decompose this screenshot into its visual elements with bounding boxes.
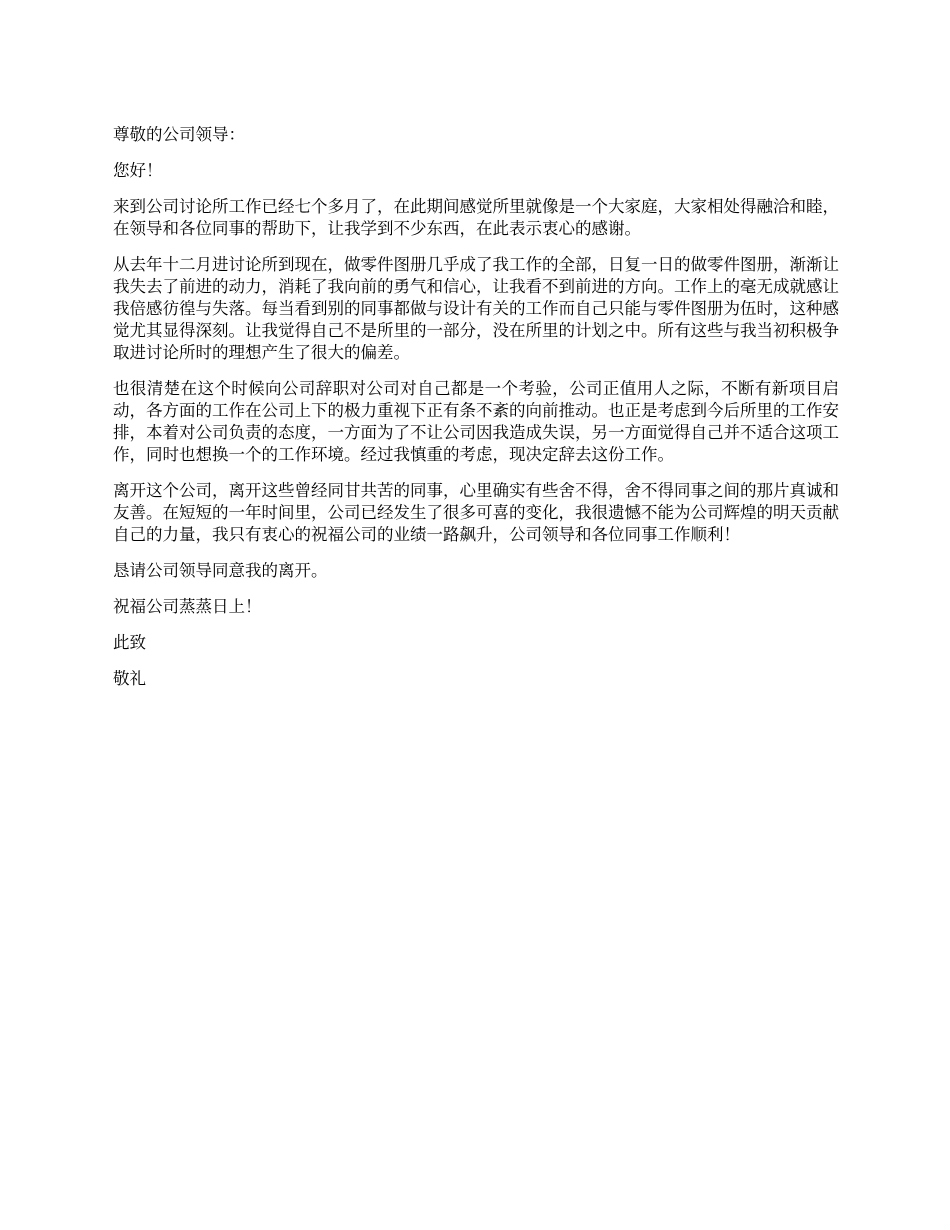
- greeting: 您好！: [113, 161, 163, 180]
- blessing-line: 祝福公司蒸蒸日上！: [113, 597, 262, 616]
- paragraph-farewell: 离开这个公司，离开这些曾经同甘共苦的同事，心里确实有些舍不得，舍不得同事之间的那片真诚和友善。在短短的一年时间里，公司已经发生了很多可喜的变化，我很遗憾不能为公司辉煌的明天贡献自己的力量，我只有衷心的祝福公司的业绩一路飙升，公司领导和各位同事工作顺利！: [113, 481, 839, 544]
- paragraph-decision: 也很清楚在这个时候向公司辞职对公司对自己都是一个考验，公司正值用人之际，不断有新项目启动，各方面的工作在公司上下的极力重视下正有条不紊的向前推动。也正是考虑到今后所里的工作安排，本着对公司负责的态度，一方面为了不让公司因我造成失误，另一方面觉得自己并不适合这项工作，同时也想换一个的工作环境。经过我慎重的考虑，现决定辞去这份工作。: [113, 379, 839, 464]
- request-line: 恳请公司领导同意我的离开。: [113, 561, 328, 580]
- paragraph-reason: 从去年十二月进讨论所到现在，做零件图册几乎成了我工作的全部，日复一日的做零件图册，渐渐让我失去了前进的动力，消耗了我向前的勇气和信心，让我看不到前进的方向。工作上的毫无成就感让我倍感彷徨与失落。每当看到别的同事都做与设计有关的工作而自己只能与零件图册为伍时，这种感觉尤其显得深刻。让我觉得自己不是所里的一部分，没在所里的计划之中。所有这些与我当初积极争取进讨论所时的理想产生了很大的偏差。: [113, 255, 839, 362]
- salutation: 尊敬的公司领导：: [113, 125, 245, 144]
- paragraph-gratitude: 来到公司讨论所工作已经七个多月了，在此期间感觉所里就像是一个大家庭，大家相处得融洽和睦，在领导和各位同事的帮助下，让我学到不少东西，在此表示衷心的感谢。: [113, 197, 839, 238]
- closing-line-1: 此致: [113, 633, 146, 652]
- letter-body: [113, 124, 839, 704]
- closing-line-2: 敬礼: [113, 669, 146, 688]
